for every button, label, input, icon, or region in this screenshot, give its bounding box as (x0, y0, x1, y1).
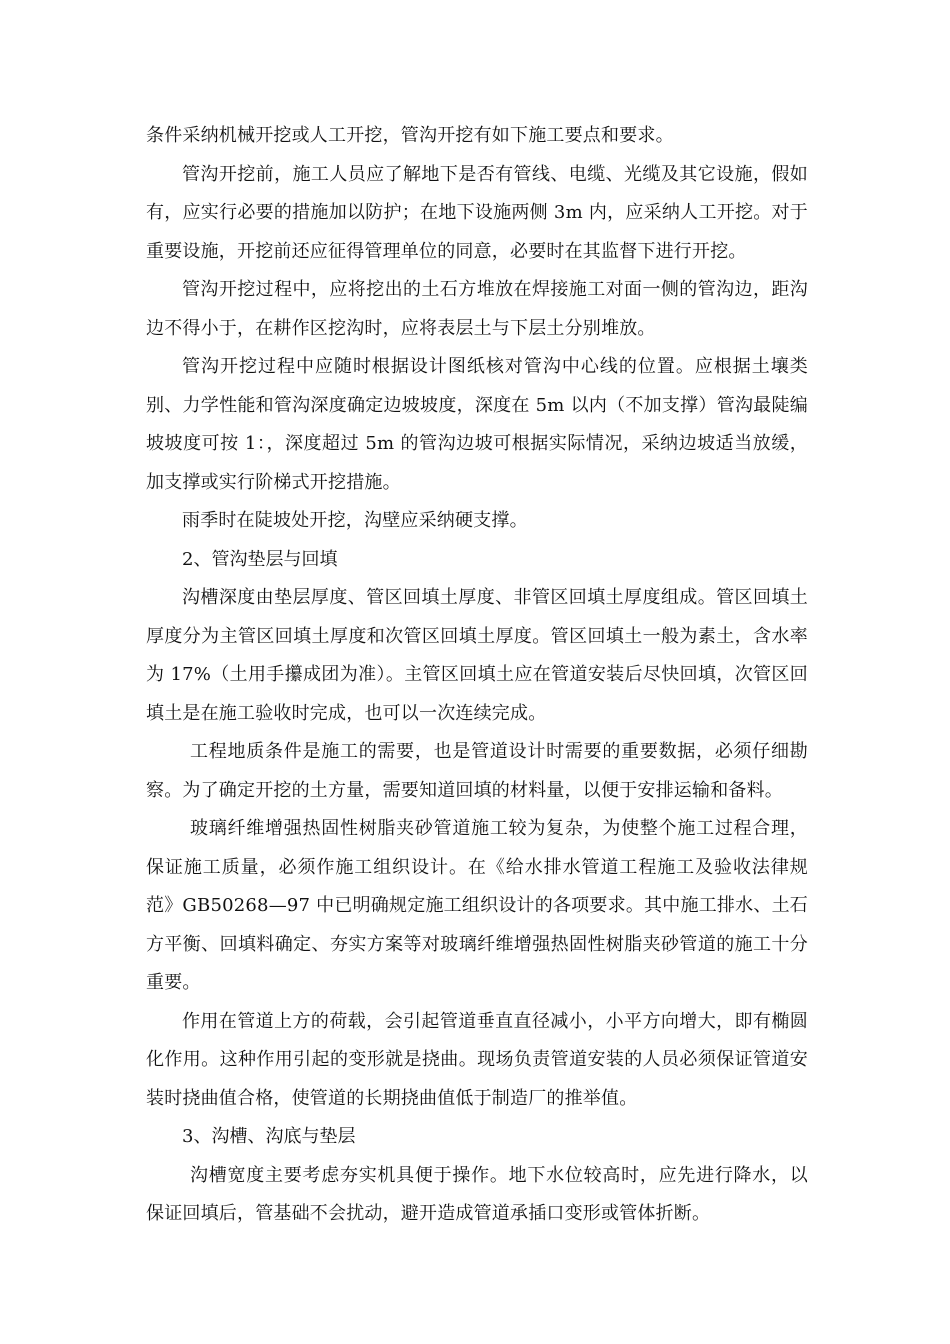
section-heading-trench-bottom-bedding: 3、沟槽、沟底与垫层 (182, 1126, 356, 1147)
paragraph-spoil-placement: 管沟开挖过程中，应将挖出的土石方堆放在焊接施工对面一侧的管沟边，距沟边不得小于，在耕作区挖沟时，应将表层土与下层土分别堆放。 (146, 279, 808, 339)
document-page (146, 117, 808, 1234)
paragraph-trench-width: 沟槽宽度主要考虑夯实机具便于操作。地下水位较高时，应先进行降水，以保证回填后，管基础不会扰动，避开造成管道承插口变形或管体折断。 (146, 1164, 808, 1224)
paragraph-trench-excavation-precautions: 管沟开挖前，施工人员应了解地下是否有管线、电缆、光缆及其它设施，假如有，应实行必要的措施加以防护；在地下设施两侧 3m 内，应采纳人工开挖。对于重要设施，开挖前还应征得管理单位的同意，必要时在其监督下进行开挖。 (146, 163, 808, 262)
paragraph-slope-grade: 管沟开挖过程中应随时根据设计图纸核对管沟中心线的位置。应根据土壤类别、力学性能和管沟深度确定边坡坡度，深度在 5m 以内（不加支撑）管沟最陡编坡坡度可按 1：，深度超过 5m 的管沟边坡可根据实际情况，采纳边坡适当放缓，加支撑或实行阶梯式开挖措施。 (146, 356, 808, 493)
section-heading-bedding-backfill: 2、管沟垫层与回填 (182, 548, 338, 570)
paragraph-construction-plan: 玻璃纤维增强热固性树脂夹砂管道施工较为复杂，为使整个施工过程合理，保证施工质量，必须作施工组织设计。在《给水排水管道工程施工及验收法律规范》GB50268—97 中已明确规定施工组织设计的各项要求。其中施工排水、土石方平衡、回填料确定、夯实方案等对玻璃纤维增强热固性树脂夹砂管道的施工十分重要。 (146, 818, 808, 993)
paragraph-geology-survey: 工程地质条件是施工的需要，也是管道设计时需要的重要数据，必须仔细勘察。为了确定开挖的土方量，需要知道回填的材料量，以便于安排运输和备料。 (146, 741, 808, 801)
paragraph-rainy-season: 雨季时在陡坡处开挖，沟壁应采纳硬支撑。 (182, 510, 528, 531)
paragraph-deflection: 作用在管道上方的荷载，会引起管道垂直直径减小，小平方向增大，即有椭圆化作用。这种作用引起的变形就是挠曲。现场负责管道安装的人员必须保证管道安装时挠曲值合格，使管道的长期挠曲值低于制造厂的推举值。 (146, 1010, 808, 1109)
paragraph-continuation: 条件采纳机械开挖或人工开挖，管沟开挖有如下施工要点和要求。 (146, 125, 674, 146)
paragraph-trench-depth: 沟槽深度由垫层厚度、管区回填土厚度、非管区回填土厚度组成。管区回填土厚度分为主管区回填土厚度和次管区回填土厚度。管区回填土一般为素土，含水率为 17%（土用手攥成团为准）。主管区回填土应在管道安装后尽快回填，次管区回填土是在施工验收时完成，也可以一次连续完成。 (146, 587, 808, 724)
